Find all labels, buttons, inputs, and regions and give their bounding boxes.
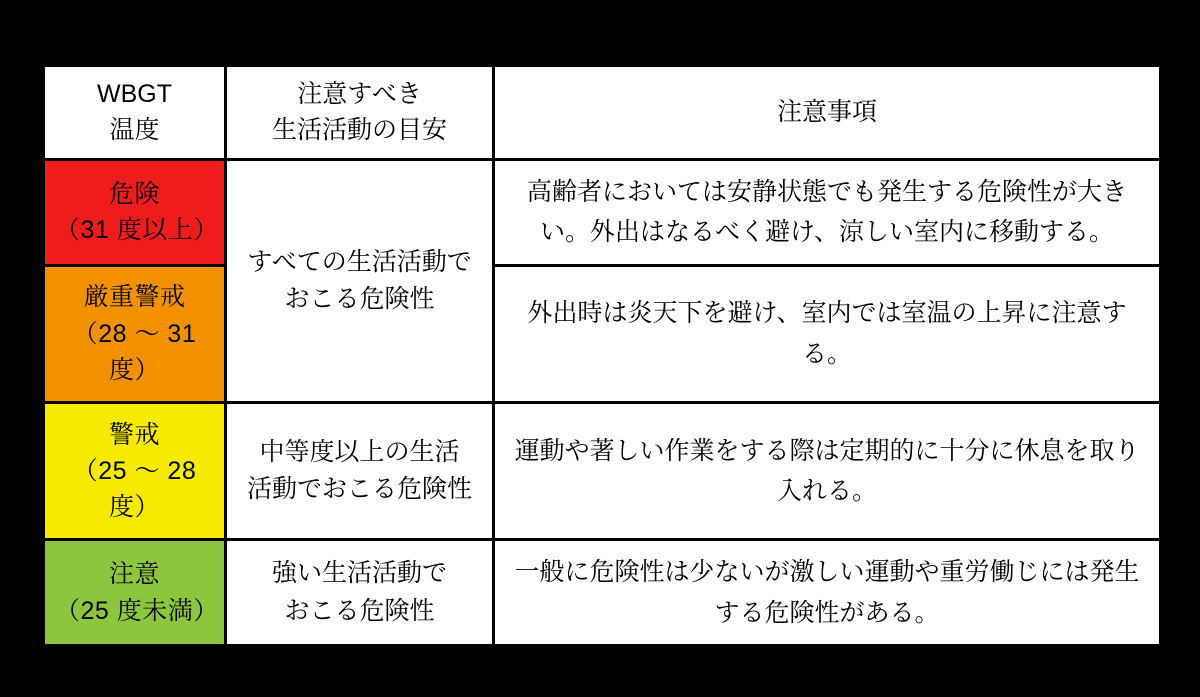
level-name-severe: 厳重警戒 bbox=[83, 283, 186, 312]
level-cell-severe bbox=[44, 265, 226, 402]
level-range-warning: （25 〜 28 度） bbox=[72, 457, 197, 522]
wbgt-guideline-table bbox=[42, 64, 1162, 647]
note-cell-caution: 一般に危険性は少ないが激しい運動や重労働じには発生する危険性がある。 bbox=[494, 540, 1161, 646]
level-range-danger: （31 度以上） bbox=[55, 216, 219, 245]
level-name-warning: 警戒 bbox=[108, 420, 160, 449]
table-row bbox=[44, 403, 1161, 540]
activity-cell-warning: 中等度以上の生活 活動でおこる危険性 bbox=[226, 403, 494, 540]
wbgt-table-container bbox=[42, 64, 1159, 647]
level-name-danger: 危険 bbox=[108, 180, 160, 209]
header-activity-line1: 注意すべき bbox=[297, 80, 422, 109]
note-cell-warning: 運動や著しい作業をする際は定期的に十分に休息を取り入れる。 bbox=[494, 403, 1161, 540]
header-precautions: 注意事項 bbox=[494, 66, 1161, 160]
table-row bbox=[44, 540, 1161, 646]
level-cell-danger bbox=[44, 160, 226, 266]
header-activity-line2: 生活活動の目安 bbox=[271, 115, 447, 144]
level-cell-caution bbox=[44, 540, 226, 646]
activity-cell-caution: 強い生活活動で おこる危険性 bbox=[226, 540, 494, 646]
note-cell-danger: 高齢者においては安静状態でも発生する危険性が大きい。外出はなるべく避け、涼しい室内に移動する。 bbox=[494, 160, 1161, 266]
header-wbgt-line1: WBGT bbox=[97, 80, 172, 109]
level-range-severe: （28 〜 31 度） bbox=[72, 319, 197, 384]
level-name-caution: 注意 bbox=[108, 560, 160, 589]
table-header-row bbox=[44, 66, 1161, 160]
header-wbgt-temperature bbox=[44, 66, 226, 160]
level-range-caution: （25 度未満） bbox=[55, 596, 219, 625]
activity-cell-danger-severe: すべての生活活動で おこる危険性 bbox=[226, 160, 494, 403]
header-wbgt-line2: 温度 bbox=[109, 115, 160, 144]
note-cell-severe: 外出時は炎天下を避け、室内では室温の上昇に注意する。 bbox=[494, 265, 1161, 402]
table-row bbox=[44, 265, 1161, 402]
level-cell-warning bbox=[44, 403, 226, 540]
table-row bbox=[44, 160, 1161, 266]
header-activity-guideline bbox=[226, 66, 494, 160]
